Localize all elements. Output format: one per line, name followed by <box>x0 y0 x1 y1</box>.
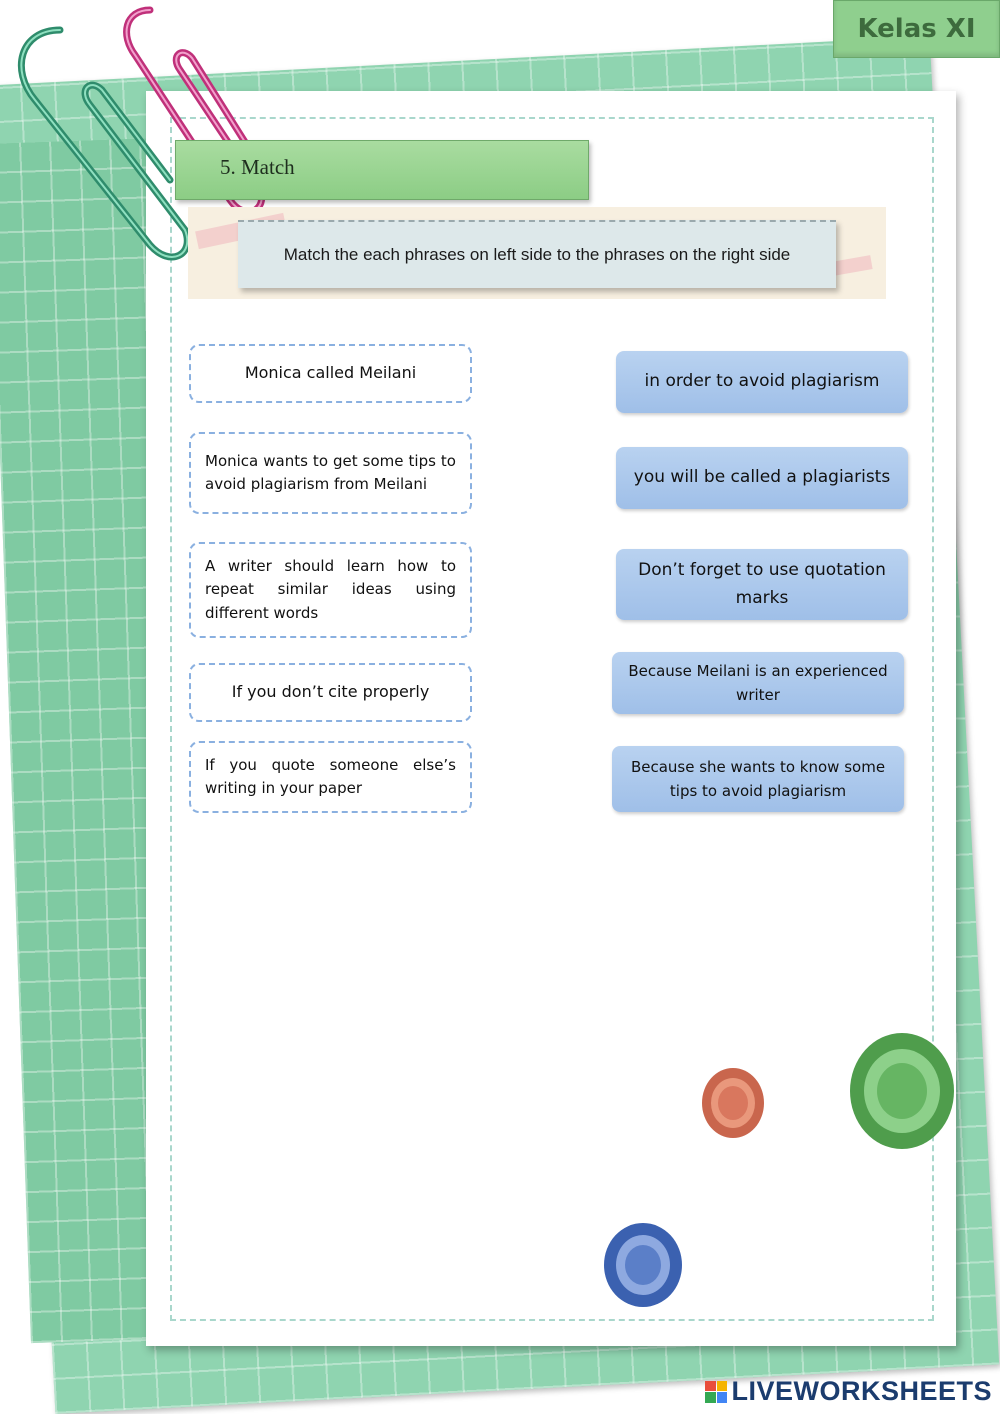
liveworksheets-logo-icon <box>705 1381 727 1403</box>
footer-logo <box>705 1376 992 1407</box>
right-phrase-4[interactable]: Because Meilani is an experienced writer <box>612 652 904 714</box>
pin-blue-icon <box>603 1222 683 1308</box>
left-phrase-1[interactable]: Monica called Meilani <box>189 344 472 403</box>
class-level-tag: Kelas XI <box>833 0 1000 58</box>
right-phrase-3[interactable]: Don’t forget to use quotation marks <box>616 549 908 620</box>
right-phrase-1[interactable]: in order to avoid plagiarism <box>616 351 908 413</box>
section-title: 5. Match <box>220 155 295 179</box>
left-phrase-4[interactable]: If you don’t cite properly <box>189 663 472 722</box>
left-phrase-3[interactable]: A writer should learn how to repeat similar ideas using different words <box>189 542 472 638</box>
pin-green-icon <box>849 1032 955 1150</box>
left-phrase-5[interactable]: If you quote someone else’s writing in your paper <box>189 741 472 813</box>
brand-name: LIVEWORKSHEETS <box>731 1376 992 1406</box>
left-phrase-2[interactable]: Monica wants to get some tips to avoid plagiarism from Meilani <box>189 432 472 514</box>
instruction-text: Match the each phrases on left side to the phrases on the right side <box>283 245 791 264</box>
right-phrase-5[interactable]: Because she wants to know some tips to avoid plagiarism <box>612 746 904 812</box>
right-phrase-2[interactable]: you will be called a plagiarists <box>616 447 908 509</box>
section-title-banner <box>175 140 589 200</box>
pin-orange-icon <box>700 1066 766 1140</box>
instruction-box <box>238 220 836 288</box>
